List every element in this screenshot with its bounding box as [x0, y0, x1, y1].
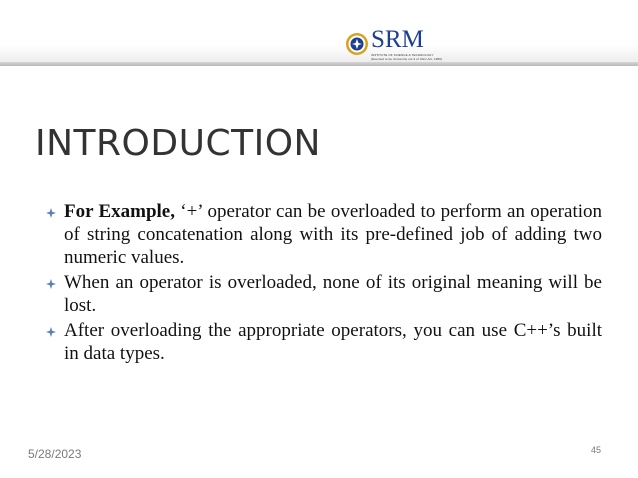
- diamond-bullet-icon: [46, 279, 56, 289]
- header-band: [0, 0, 638, 64]
- bullet-text: ‘+’ operator can be overloaded to perform an operation of string concatenation along with its pre-defined job of adding two numeric values.: [64, 201, 602, 268]
- slide-title: INTRODUCTION: [35, 123, 321, 164]
- srm-logo: [345, 26, 450, 64]
- bullet-item: [46, 319, 602, 365]
- header-divider: [0, 62, 638, 66]
- page-number: 45: [591, 445, 602, 455]
- bullet-text: When an operator is overloaded, none of its original meaning will be lost.: [64, 272, 602, 316]
- footer-date: 5/28/2023: [28, 447, 82, 461]
- diamond-bullet-icon: [46, 327, 56, 337]
- bullet-list: [46, 200, 602, 367]
- logo-subtitle-line-1: INSTITUTE OF SCIENCE & TECHNOLOGY: [371, 53, 434, 57]
- bullet-text: After overloading the appropriate operators, you can use C++’s built in data types.: [64, 320, 602, 364]
- bullet-lead: For Example,: [64, 201, 175, 222]
- logo-wordmark: SRM: [371, 26, 424, 53]
- diamond-bullet-icon: [46, 208, 56, 218]
- logo-subtitle-line-2: (Deemed to be University u/s 3 of UGC Act, 1956): [371, 57, 443, 61]
- srm-emblem-icon: [345, 32, 369, 56]
- bullet-item: [46, 271, 602, 317]
- bullet-item: [46, 200, 602, 269]
